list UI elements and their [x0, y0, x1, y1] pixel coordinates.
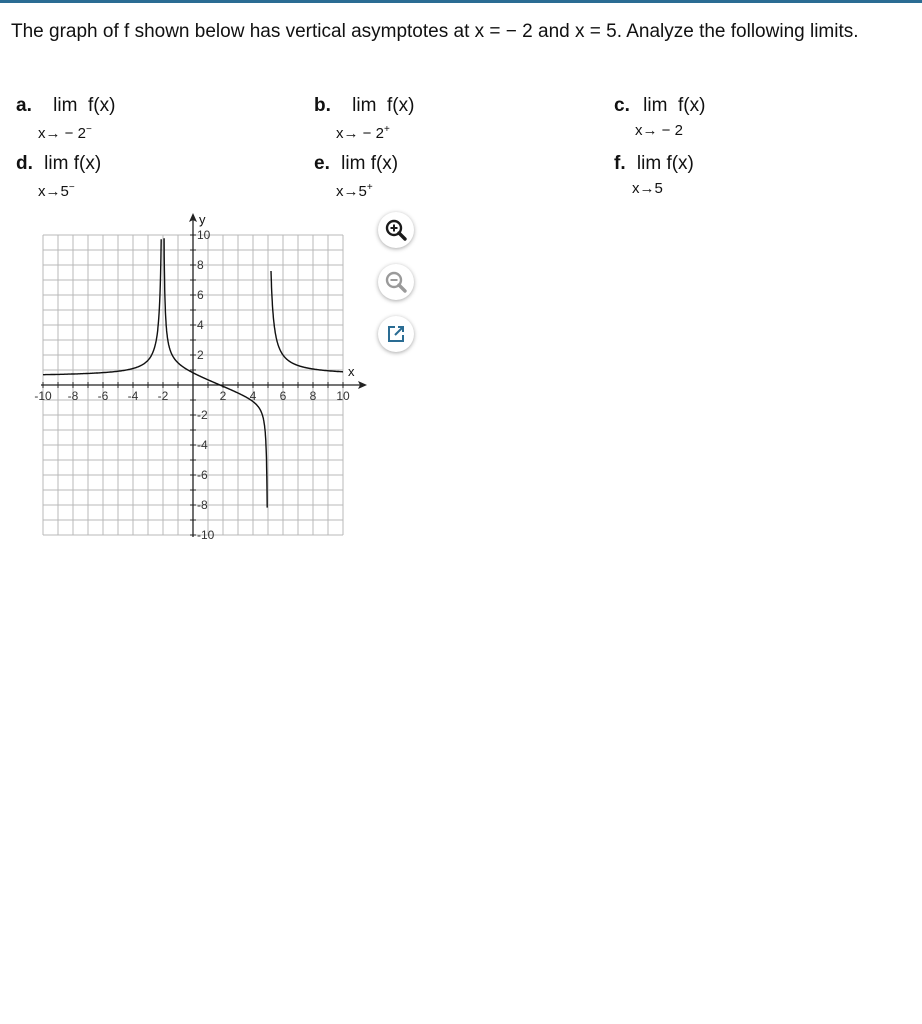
part-letter: c. — [614, 95, 630, 116]
approach-value: x→5 — [632, 180, 663, 197]
x-tick-label: 6 — [279, 389, 287, 403]
approach-value: x→5 — [38, 183, 69, 200]
approach-label — [336, 182, 373, 200]
zoom-out-icon — [378, 264, 414, 300]
x-tick-label: -4 — [127, 389, 139, 403]
side-indicator: + — [383, 124, 390, 135]
question-prompt: The graph of f shown below has vertical asymptotes at x = − 2 and x = 5. Analyze the following limits. — [11, 21, 859, 42]
approach-label — [336, 124, 390, 142]
y-tick-label: -6 — [197, 468, 208, 482]
y-axis-label: y — [199, 212, 206, 227]
y-tick-label: -8 — [197, 498, 208, 512]
limit-expression: lim f(x) — [643, 95, 706, 116]
approach-label — [38, 124, 92, 142]
limit-expression: lim f(x) — [341, 153, 399, 174]
x-tick-label: -6 — [97, 389, 109, 403]
approach-label — [38, 182, 75, 200]
approach-value: x→ − 2 — [635, 122, 683, 139]
approach-value: x→5 — [336, 183, 367, 200]
y-tick-label: 6 — [197, 288, 204, 302]
part-f — [614, 153, 694, 197]
x-tick-label: -8 — [67, 389, 79, 403]
approach-label — [635, 121, 683, 139]
part-c — [614, 95, 706, 139]
approach-value: x→ − 2 — [336, 125, 384, 142]
x-tick-label: 2 — [219, 389, 227, 403]
x-tick-label: 4 — [249, 389, 257, 403]
part-letter: b. — [314, 95, 331, 116]
axes — [41, 213, 367, 537]
zoom-in-icon — [378, 212, 414, 248]
external-link-icon — [378, 316, 414, 352]
part-d — [16, 153, 102, 200]
curve-left-branch — [43, 239, 161, 374]
approach-label — [632, 179, 663, 197]
zoom-out-button[interactable] — [378, 264, 414, 300]
curve-middle-branch — [164, 238, 267, 507]
limit-expression: lim f(x) — [636, 153, 694, 174]
approach-value: x→ − 2 — [38, 125, 86, 142]
y-tick-label: 10 — [197, 228, 211, 242]
top-accent-bar — [0, 0, 922, 3]
part-a — [16, 95, 116, 142]
function-graph — [25, 208, 370, 553]
part-letter: f. — [614, 153, 626, 174]
limit-expression: lim f(x) — [352, 95, 415, 116]
x-tick-label: -10 — [34, 389, 52, 403]
zoom-in-button[interactable] — [378, 212, 414, 248]
y-tick-label: 4 — [197, 318, 204, 332]
limit-expression: lim f(x) — [53, 95, 116, 116]
popout-button[interactable] — [378, 316, 414, 352]
side-indicator: − — [85, 124, 92, 135]
part-letter: a. — [16, 95, 32, 116]
limit-expression: lim f(x) — [44, 153, 102, 174]
side-indicator: + — [366, 182, 373, 193]
y-tick-label: -10 — [197, 528, 215, 542]
curve-right-branch — [271, 271, 343, 372]
x-tick-label: -2 — [157, 389, 169, 403]
part-letter: e. — [314, 153, 330, 174]
x-tick-label: 10 — [336, 389, 350, 403]
x-axis-label: x — [348, 364, 355, 379]
part-letter: d. — [16, 153, 33, 174]
y-tick-label: 2 — [197, 348, 204, 362]
x-tick-label: 8 — [309, 389, 317, 403]
part-b — [314, 95, 415, 142]
side-indicator: − — [68, 182, 75, 193]
part-e — [314, 153, 399, 200]
y-tick-label: -4 — [197, 438, 208, 452]
y-tick-label: 8 — [197, 258, 204, 272]
y-tick-label: -2 — [197, 408, 208, 422]
